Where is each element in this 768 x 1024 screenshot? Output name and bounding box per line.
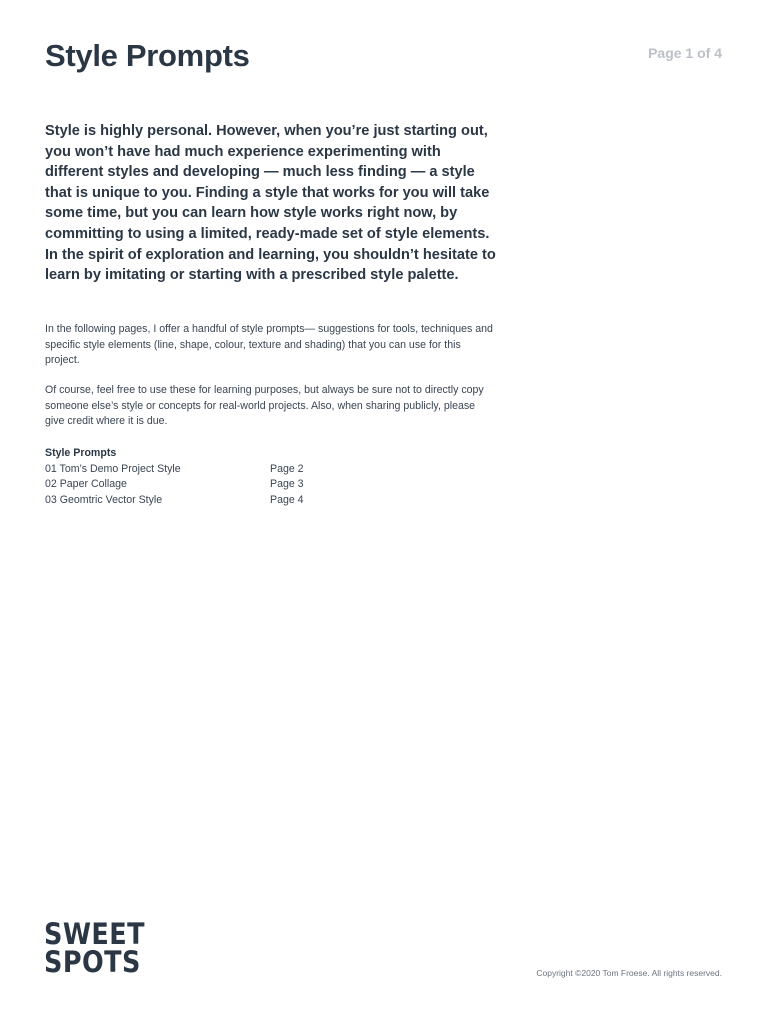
logo-line-1: SWEET	[44, 917, 146, 951]
logo-line-2: SPOTS	[44, 945, 141, 979]
toc-heading: Style Prompts	[45, 447, 117, 459]
toc-item-name: 03 Geomtric Vector Style	[45, 493, 163, 506]
sweet-spots-logo	[44, 917, 146, 979]
toc-row	[45, 462, 345, 478]
toc-row	[45, 477, 345, 493]
page-title: Style Prompts	[45, 38, 250, 73]
toc-item-name: 02 Paper Collage	[45, 478, 127, 491]
toc-item-page: Page 3	[270, 478, 304, 491]
toc-item-page: Page 2	[270, 462, 304, 475]
copyright-notice: Copyright ©2020 Tom Froese. All rights reserved.	[536, 968, 722, 978]
intro-paragraph-1: In the following pages, I offer a handful of style prompts— suggestions for tools, techniques and specific style elements (line, shape, colour, texture and shading) that you can use for this project.	[45, 323, 493, 367]
toc-row	[45, 493, 345, 509]
toc-item-page: Page 4	[270, 493, 304, 506]
intro-lead-paragraph: Style is highly personal. However, when you’re just starting out, you won’t have had much experience experimenting with different styles and developing — much less finding — a style that is unique to you. Finding a style that works for you will take some time, but you can learn how style works right now, by committing to using a limited, ready-made set of style elements. In the spirit of exploration and learning, you shouldn’t hesitate to learn by imitating or starting with a prescribed style palette.	[45, 123, 496, 284]
toc-item-name: 01 Tom’s Demo Project Style	[45, 462, 181, 475]
page-indicator: Page 1 of 4	[648, 45, 722, 61]
table-of-contents	[45, 446, 345, 508]
intro-paragraph-2: Of course, feel free to use these for learning purposes, but always be sure not to directly copy someone else’s style or concepts for real-world projects. Also, when sharing publicly, please give credit where it is due.	[45, 384, 484, 428]
